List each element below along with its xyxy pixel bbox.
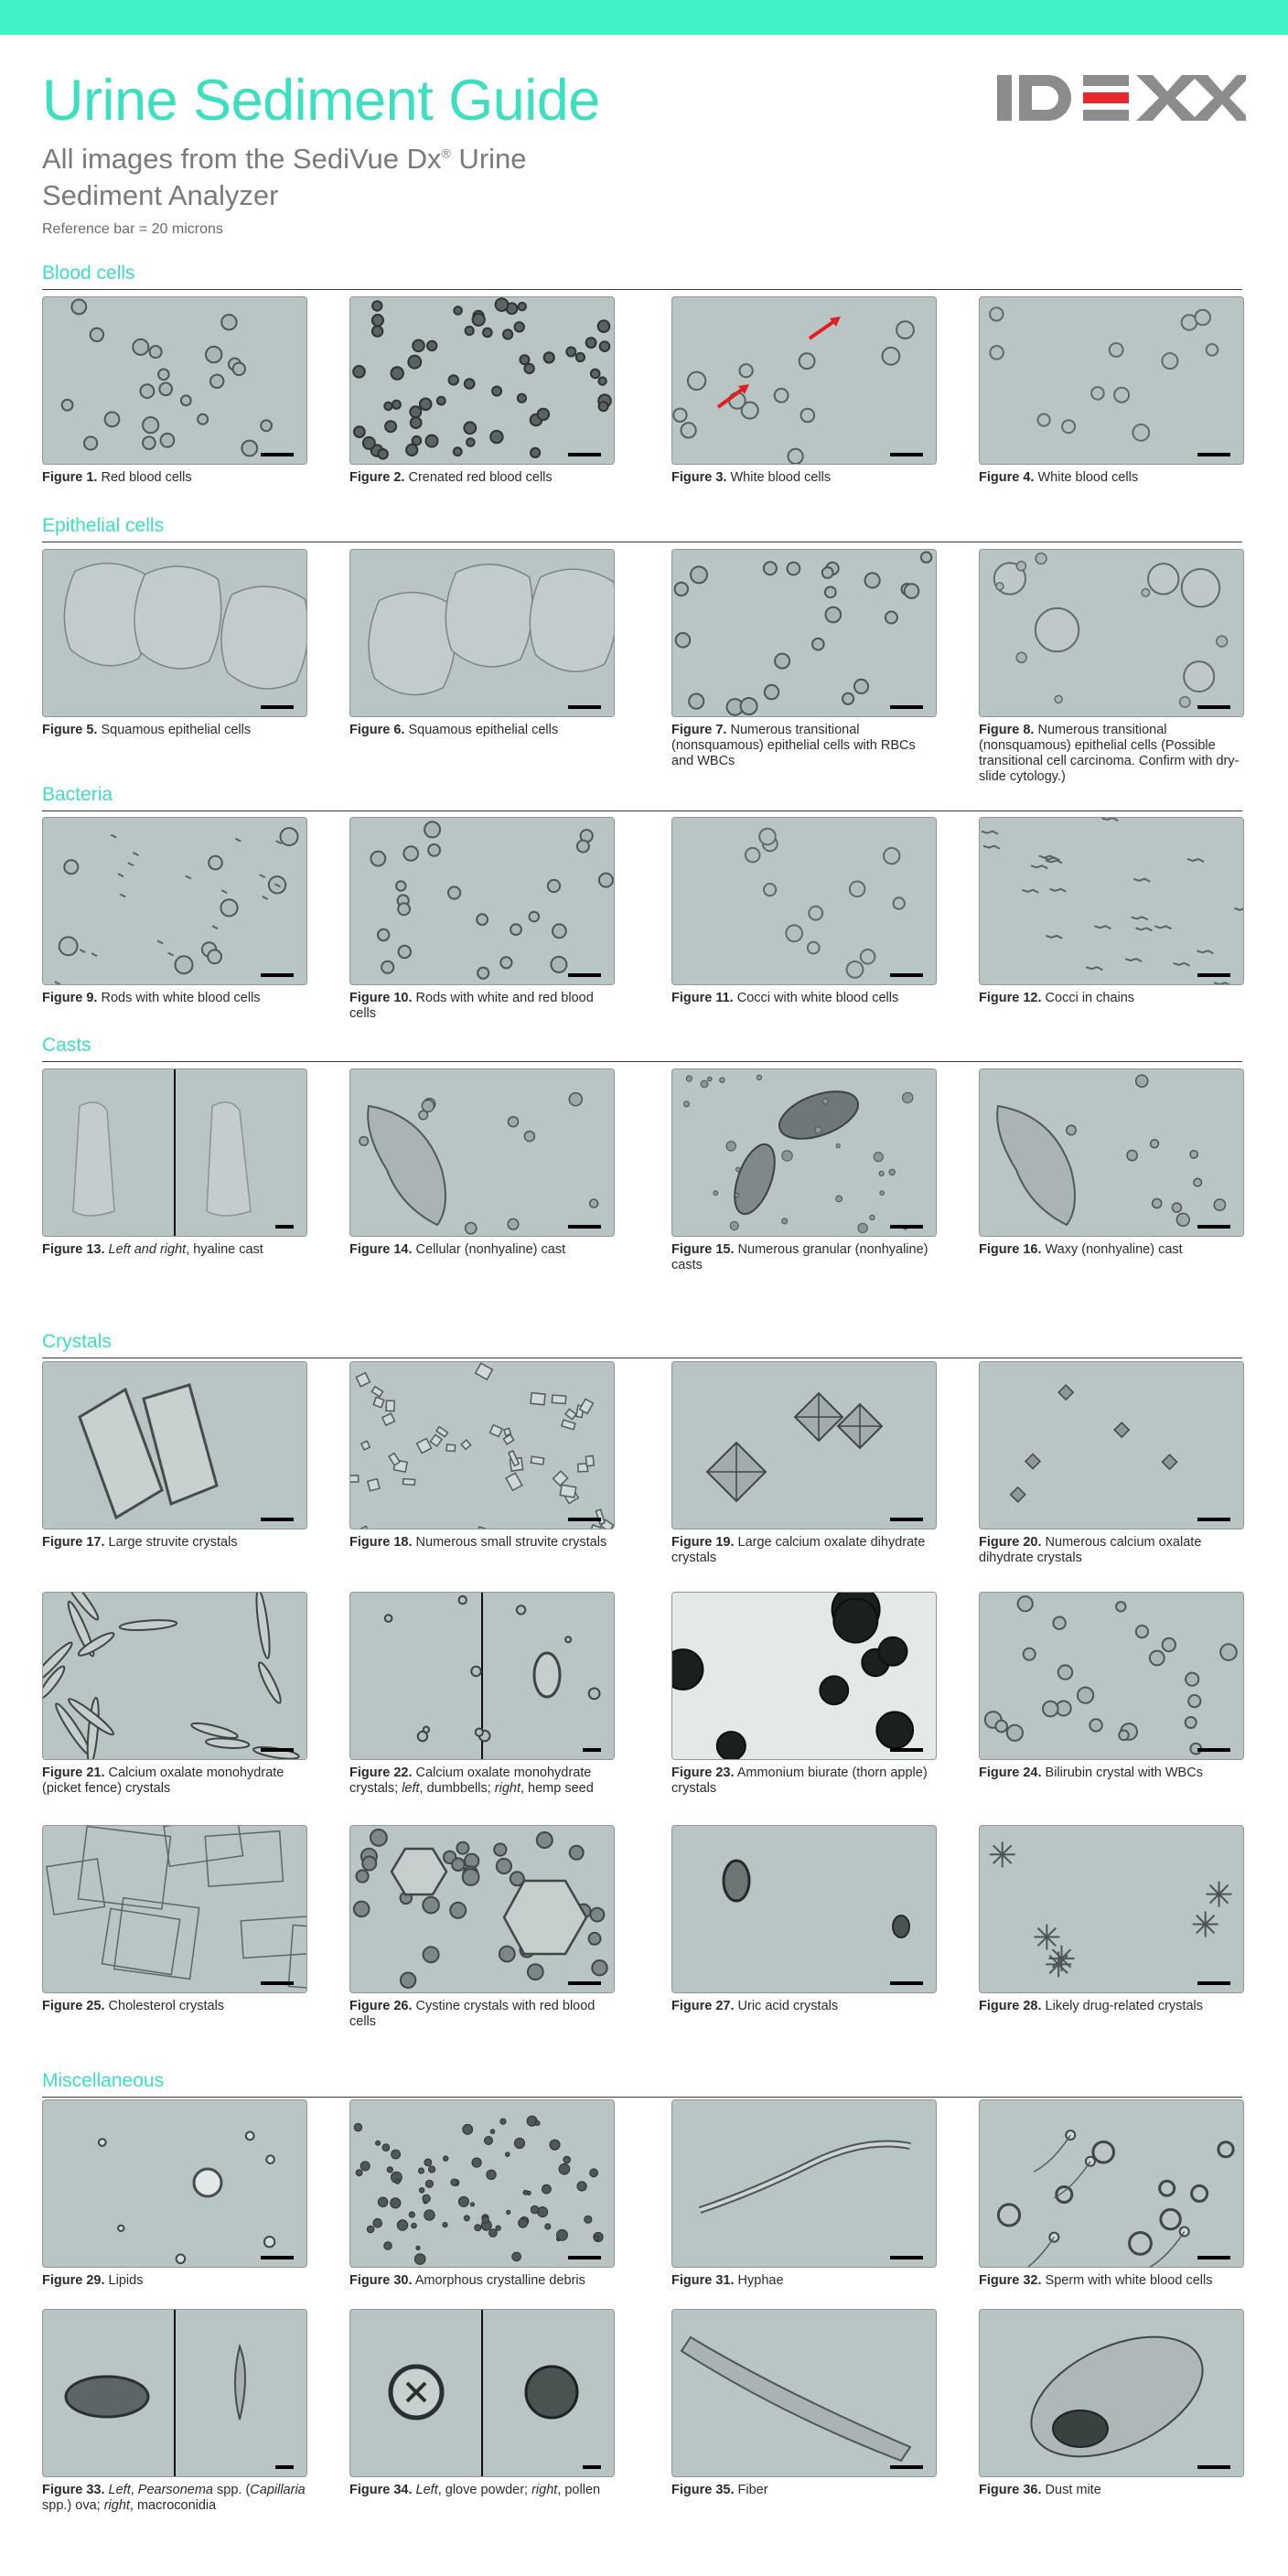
figure-25 [42,1825,307,2014]
figure-caption-text: Rods with white blood cells [97,991,261,1005]
figure-label: Figure 32. [979,2273,1042,2288]
figure-18 [349,1361,615,1551]
figure-caption-text: Sperm with white blood cells [1041,2273,1213,2288]
figure-caption-text: Squamous epithelial cells [404,723,559,737]
figure-10 [349,817,615,1022]
figure-caption-text: Uric acid crystals [734,1999,839,2013]
figure-caption [42,2483,307,2514]
figure-caption [349,723,615,738]
section-title: Casts [42,1035,91,1056]
subtitle-text-end: Urine [450,143,527,175]
micrograph-image [979,549,1244,717]
figure-12 [979,817,1244,1006]
figure-caption-text: Numerous transitional (nonsquamous) epithelial cells with RBCs and WBCs [671,723,916,768]
figure-caption-text: Numerous small struvite crystals [412,1535,607,1550]
figure-label: Figure 27. [671,1999,735,2013]
figure-caption-text: Hyphae [734,2273,784,2288]
micrograph-image [671,2309,937,2477]
figure-caption [42,1999,307,2014]
figure-3 [671,296,937,486]
figure-label: Figure 14. [349,1242,413,1257]
figure-caption-text: Waxy (nonhyaline) cast [1041,1242,1183,1257]
micrograph-image [979,1068,1244,1237]
figure-label: Figure 28. [979,1999,1042,2013]
figure-caption [349,1535,615,1551]
figure-caption-text: Amorphous crystalline debris [412,2273,585,2288]
figure-caption-text: Cellular (nonhyaline) cast [412,1242,566,1257]
figure-caption [349,991,615,1022]
figure-1 [42,296,307,486]
figure-label: Figure 5. [42,723,98,737]
figure-caption [979,991,1244,1006]
figure-caption-text: White blood cells [1034,470,1139,485]
logo-wordmark: IDEXX [997,71,1001,72]
figure-36 [979,2309,1244,2498]
micrograph-image [671,817,937,985]
figure-caption [42,1242,307,1258]
section-title: Bacteria [42,784,113,805]
section-title: Miscellaneous [42,2070,165,2091]
figure-caption [42,470,307,486]
figure-5 [42,549,307,738]
figure-label: Figure 15. [671,1242,735,1257]
figure-caption [979,2483,1244,2498]
registered-mark: ® [441,145,451,161]
figure-caption-text: Rods with white and red blood cells [349,991,594,1021]
figure-caption-text: White blood cells [726,470,832,485]
figure-caption-text: Left and right, hyaline cast [108,1242,263,1257]
figure-caption [979,1242,1244,1258]
figure-caption [349,1766,615,1797]
figure-caption-text: Ammonium biurate (thorn apple) crystals [671,1766,928,1796]
figure-label: Figure 1. [42,470,98,485]
subtitle-text: All images from the SediVue Dx [42,143,442,175]
figure-caption [349,2483,615,2498]
figure-22 [349,1592,615,1797]
micrograph-image [42,1825,307,1993]
micrograph-image [671,2099,937,2268]
figure-label: Figure 20. [979,1535,1042,1550]
figure-caption-text: Calcium oxalate monohydrate (picket fence) crystals [42,1766,284,1796]
figure-caption-text: Likely drug-related crystals [1041,1999,1203,2013]
micrograph-image [349,549,615,717]
figure-caption [671,723,937,769]
micrograph-image [349,1825,615,1993]
micrograph-image [671,1361,937,1530]
micrograph-image [671,1068,937,1237]
figure-caption-text: Numerous calcium oxalate dihydrate crystals [979,1535,1202,1565]
page-subtitle-line1 [42,143,527,176]
micrograph-image [979,1592,1244,1760]
figure-2 [349,296,615,486]
figure-caption-text: Cocci in chains [1041,991,1135,1005]
micrograph-image [42,1592,307,1760]
figure-label: Figure 29. [42,2273,105,2288]
figure-caption-text: Cholesterol crystals [104,1999,225,2013]
micrograph-image [42,296,307,465]
figure-label: Figure 36. [979,2483,1042,2497]
section-epithelial-cells [42,514,1242,542]
micrograph-image [979,1825,1244,1993]
section-blood-cells [42,262,1242,290]
figure-caption [42,991,307,1006]
figure-15 [671,1068,937,1273]
figure-17 [42,1361,307,1551]
figure-caption [671,2273,937,2289]
section-bacteria [42,783,1242,811]
figure-14 [349,1068,615,1258]
micrograph-image [349,817,615,985]
micrograph-image [349,1361,615,1530]
figure-caption [42,723,307,738]
figure-caption-text: Fiber [734,2483,768,2497]
figure-label: Figure 10. [349,991,413,1005]
figure-caption [671,1766,937,1797]
section-divider [42,1061,1242,1062]
micrograph-image [671,1825,937,1993]
section-crystals [42,1330,1242,1358]
micrograph-image [349,1068,615,1237]
micrograph-image [671,549,937,717]
figure-label: Figure 3. [671,470,727,485]
figure-6 [349,549,615,738]
section-title: Crystals [42,1331,112,1352]
figure-caption [979,1535,1244,1566]
micrograph-image [979,817,1244,985]
figure-caption [42,1535,307,1551]
figure-label: Figure 11. [671,991,734,1005]
top-accent-band [0,0,1288,35]
idexx-logo [997,71,1246,124]
figure-caption-text: Dust mite [1041,2483,1101,2497]
figure-caption [42,1766,307,1797]
figure-caption-text: Cocci with white blood cells [733,991,899,1005]
figure-caption [349,470,615,486]
figure-caption-text: Cystine crystals with red blood cells [349,1999,596,2029]
micrograph-image [349,1592,615,1760]
section-divider [42,810,1242,811]
figure-label: Figure 4. [979,470,1035,485]
figure-caption-text: Numerous transitional (nonsquamous) epithelial cells (Possible transitional cell carcinoma. Confirm with dry-slide cytology.) [979,723,1240,784]
figure-34 [349,2309,615,2498]
figure-21 [42,1592,307,1797]
figure-caption [671,470,937,486]
micrograph-image [42,1068,307,1237]
figure-label: Figure 13. [42,1242,105,1257]
figure-caption-text: Squamous epithelial cells [97,723,252,737]
micrograph-image [349,2309,615,2477]
figure-label: Figure 7. [671,723,727,737]
figure-26 [349,1825,615,2030]
figure-11 [671,817,937,1006]
figure-9 [42,817,307,1006]
reference-note: Reference bar = 20 microns [42,221,223,237]
micrograph-image [42,817,307,985]
figure-caption [349,2273,615,2289]
figure-caption [671,991,937,1006]
figure-30 [349,2099,615,2289]
figure-caption-text: Large calcium oxalate dihydrate crystals [671,1535,926,1565]
figure-label: Figure 24. [979,1766,1042,1780]
micrograph-image [42,2099,307,2268]
figure-caption-text: Numerous granular (nonhyaline) casts [671,1242,928,1272]
figure-35 [671,2309,937,2498]
micrograph-image [979,2099,1244,2268]
figure-label: Figure 9. [42,991,98,1005]
figure-label: Figure 18. [349,1535,413,1550]
micrograph-image [42,2309,307,2477]
micrograph-image [349,2099,615,2268]
section-miscellaneous [42,2069,1242,2098]
figure-31 [671,2099,937,2289]
figure-27 [671,1825,937,2014]
figure-caption [979,1999,1244,2014]
figure-caption-text: Red blood cells [97,470,192,485]
figure-label: Figure 26. [349,1999,413,2013]
figure-caption-text: Bilirubin crystal with WBCs [1041,1766,1203,1780]
micrograph-image [42,1361,307,1530]
figure-caption [671,1242,937,1273]
section-title: Epithelial cells [42,515,165,536]
figure-label: Figure 35. [671,2483,735,2497]
figure-33 [42,2309,307,2514]
micrograph-image [671,296,937,465]
section-divider [42,289,1242,290]
figure-label: Figure 12. [979,991,1042,1005]
figure-label: Figure 8. [979,723,1035,737]
figure-32 [979,2099,1244,2289]
page-title: Urine Sediment Guide [42,69,600,133]
figure-label: Figure 25. [42,1999,105,2013]
figure-caption-text: Left, glove powder; right, pollen [415,2483,601,2497]
figure-caption [979,2273,1244,2289]
figure-label: Figure 6. [349,723,405,737]
figure-caption [671,2483,937,2498]
section-casts [42,1034,1242,1062]
figure-label: Figure 17. [42,1535,105,1550]
figure-16 [979,1068,1244,1258]
micrograph-image [979,2309,1244,2477]
section-divider [42,2097,1242,2098]
figure-caption [349,1242,615,1258]
figure-caption [979,723,1244,785]
figure-20 [979,1361,1244,1566]
figure-label: Figure 34. [349,2483,413,2497]
figure-24 [979,1592,1244,1781]
figure-7 [671,549,937,769]
figure-caption-text: Large struvite crystals [104,1535,238,1550]
figure-19 [671,1361,937,1566]
figure-label: Figure 2. [349,470,405,485]
figure-caption [671,1535,937,1566]
figure-label: Figure 31. [671,2273,735,2288]
figure-caption-text: Lipids [104,2273,144,2288]
micrograph-image [979,1361,1244,1530]
figure-caption-text: Calcium oxalate monohydrate crystals; left, dumbbells; right, hemp seed [349,1766,594,1796]
figure-label: Figure 21. [42,1766,105,1780]
figure-13 [42,1068,307,1258]
figure-caption [979,1766,1244,1781]
figure-label: Figure 23. [671,1766,735,1780]
figure-4 [979,296,1244,486]
section-title: Blood cells [42,263,135,284]
page-subtitle-line2: Sediment Analyzer [42,179,279,211]
figure-29 [42,2099,307,2289]
figure-caption [671,1999,937,2014]
figure-caption-text: Crenated red blood cells [404,470,553,485]
micrograph-image [349,296,615,465]
figure-label: Figure 22. [349,1766,413,1780]
figure-label: Figure 19. [671,1535,735,1550]
figure-caption [349,1999,615,2030]
figure-23 [671,1592,937,1797]
figure-label: Figure 30. [349,2273,413,2288]
figure-8 [979,549,1244,785]
micrograph-image [671,1592,937,1760]
micrograph-image [42,549,307,717]
figure-caption-text: Left, Pearsonema spp. (Capillaria spp.) ova; right, macroconidia [42,2483,306,2513]
figure-caption [42,2273,307,2289]
micrograph-image [979,296,1244,465]
figure-label: Figure 16. [979,1242,1042,1257]
figure-28 [979,1825,1244,2014]
figure-caption [979,470,1244,486]
figure-label: Figure 33. [42,2483,105,2497]
